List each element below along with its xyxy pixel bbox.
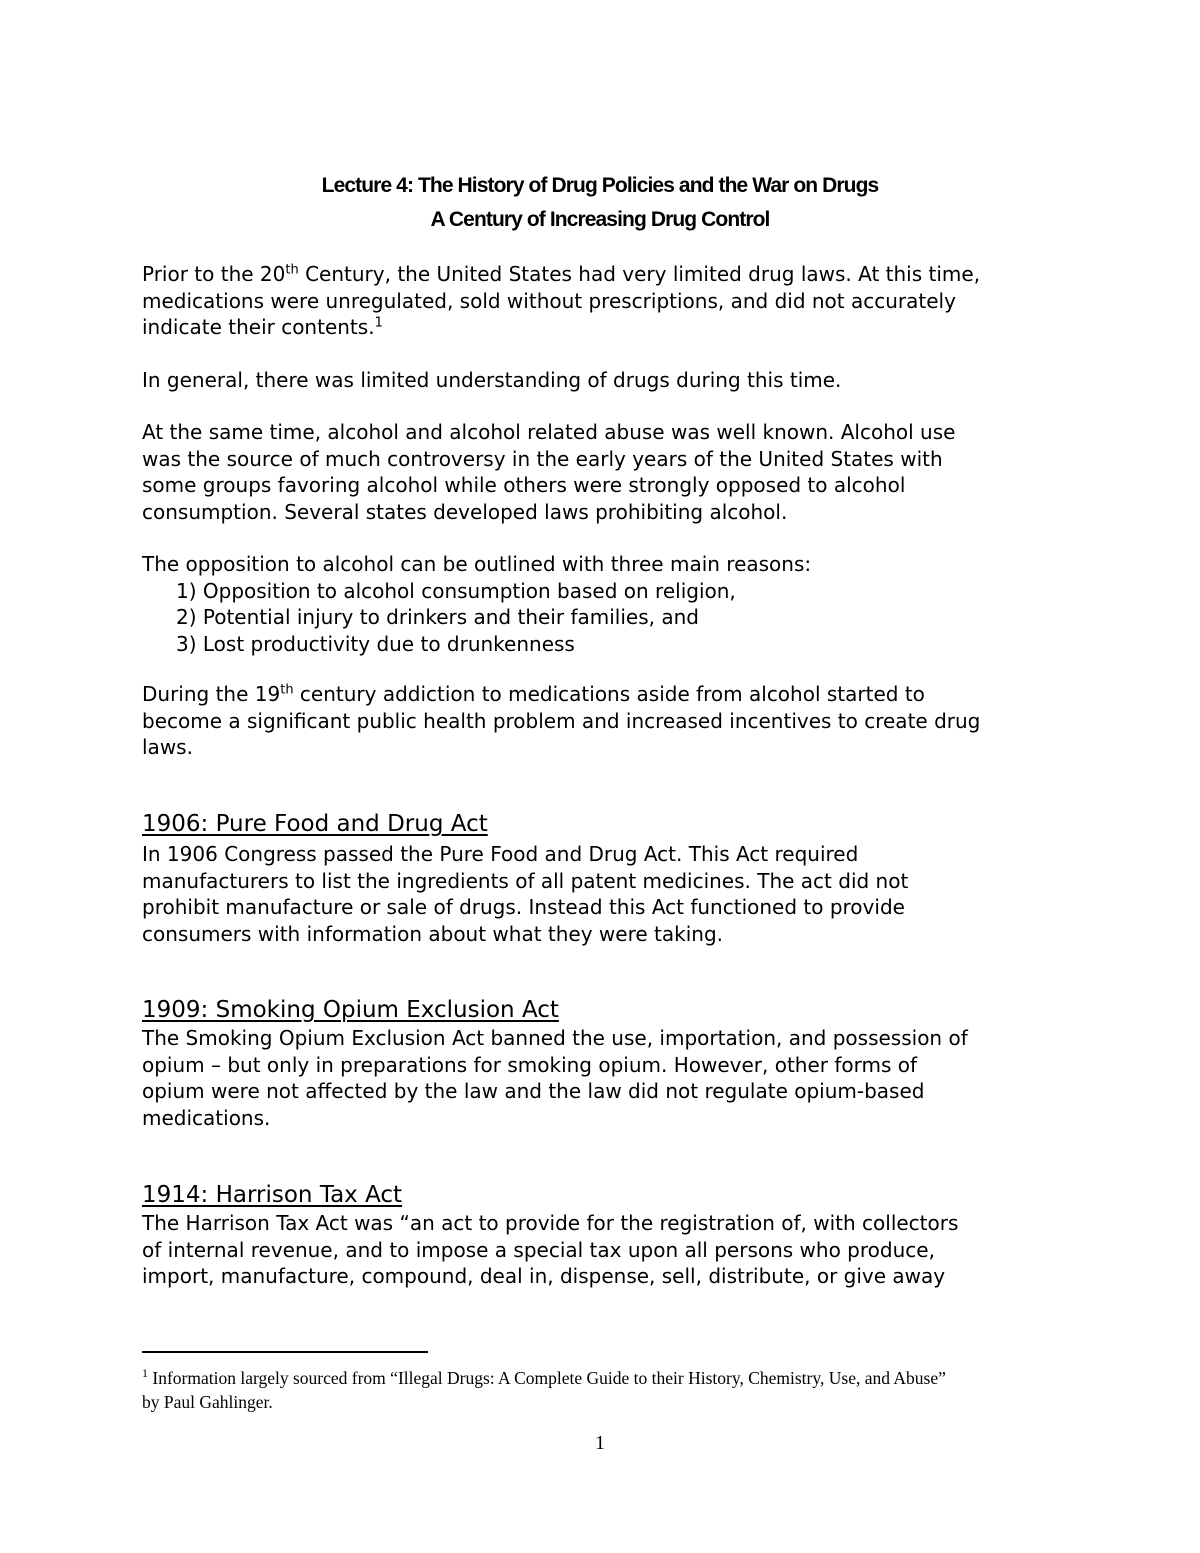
- footnote-separator: [142, 1351, 428, 1353]
- paragraph-line: of internal revenue, and to impose a special tax upon all persons who produce,: [142, 1237, 935, 1262]
- paragraph-line: consumption. Several states developed laws prohibiting alcohol.: [142, 499, 788, 524]
- list-item: 1) Opposition to alcohol consumption based on religion,: [176, 578, 736, 603]
- paragraph-line: indicate their contents.$^1$: [142, 315, 383, 339]
- section-body-1909: [142, 1025, 1072, 1131]
- footnote-line: by Paul Gahlinger.: [142, 1392, 273, 1412]
- section-heading-1906: 1906: Pure Food and Drug Act: [142, 811, 488, 837]
- paragraph-line: medications were unregulated, sold without prescriptions, and did not accurately: [142, 288, 956, 313]
- page-number: 1: [595, 1432, 605, 1454]
- paragraph-line: In 1906 Congress passed the Pure Food and Drug Act. This Act required: [142, 842, 859, 866]
- title-line-1: Lecture 4: The History of Drug Policies and the War on Drugs: [321, 174, 879, 197]
- paragraph-line: become a significant public health problem and increased incentives to create drug: [142, 708, 981, 733]
- section-body-1906: [142, 841, 1072, 947]
- paragraph-line: At the same time, alcohol and alcohol related abuse was well known. Alcohol use: [142, 420, 956, 444]
- paragraph-line: laws.: [142, 735, 193, 759]
- paragraph-line: import, manufacture, compound, deal in, dispense, sell, distribute, or give away: [142, 1264, 946, 1288]
- footnote-reference: 1: [374, 315, 383, 331]
- paragraph-line: some groups favoring alcohol while others were strongly opposed to alcohol: [142, 473, 906, 497]
- footnote-line: $^1$ Information largely sourced from “Illegal Drugs: A Complete Guide to their History, Chemistry, Use, and Abuse”: [142, 1366, 946, 1388]
- intro-paragraph-5: [142, 681, 1072, 761]
- paragraph-line: During the 19th century addiction to medications aside from alcohol started to: [142, 682, 925, 706]
- superscript: th: [280, 682, 294, 698]
- paragraph-line: In general, there was limited understanding of drugs during this time.: [142, 368, 842, 392]
- reasons-list: [142, 578, 1072, 658]
- title-line-2: A Century of Increasing Drug Control: [430, 208, 770, 231]
- paragraph-line: manufacturers to list the ingredients of all patent medicines. The act did not: [142, 868, 909, 893]
- paragraph-line: The opposition to alcohol can be outlined with three main reasons:: [142, 552, 812, 576]
- paragraph-line: medications.: [142, 1105, 271, 1130]
- paragraph-line: The Smoking Opium Exclusion Act banned the use, importation, and possession of: [142, 1026, 968, 1050]
- list-item: 2) Potential injury to drinkers and their families, and: [176, 605, 699, 629]
- superscript: th: [285, 262, 299, 278]
- paragraph-line: opium were not affected by the law and the law did not regulate opium-based: [142, 1079, 925, 1103]
- paragraph-line: was the source of much controversy in the early years of the United States with: [142, 446, 943, 471]
- footnote-marker: 1: [142, 1366, 148, 1381]
- intro-paragraph-1: [142, 261, 1072, 341]
- paragraph-line: Prior to the 20th Century, the United States had very limited drug laws. At this time,: [142, 262, 981, 286]
- intro-paragraph-4: [142, 551, 1072, 657]
- paragraph-line: consumers with information about what they were taking.: [142, 921, 724, 946]
- intro-paragraph-2: [142, 367, 1072, 394]
- paragraph-line: The Harrison Tax Act was “an act to provide for the registration of, with collectors: [142, 1211, 959, 1235]
- paragraph-line: prohibit manufacture or sale of drugs. Instead this Act functioned to provide: [142, 895, 905, 919]
- footnote: [142, 1366, 1082, 1414]
- intro-paragraph-3: [142, 419, 1072, 525]
- section-body-1914: [142, 1210, 1072, 1290]
- list-item: 3) Lost productivity due to drunkenness: [176, 631, 575, 656]
- section-heading-1914: 1914: Harrison Tax Act: [142, 1182, 403, 1208]
- paragraph-line: opium – but only in preparations for smoking opium. However, other forms of: [142, 1052, 918, 1077]
- section-heading-1909: 1909: Smoking Opium Exclusion Act: [142, 997, 559, 1023]
